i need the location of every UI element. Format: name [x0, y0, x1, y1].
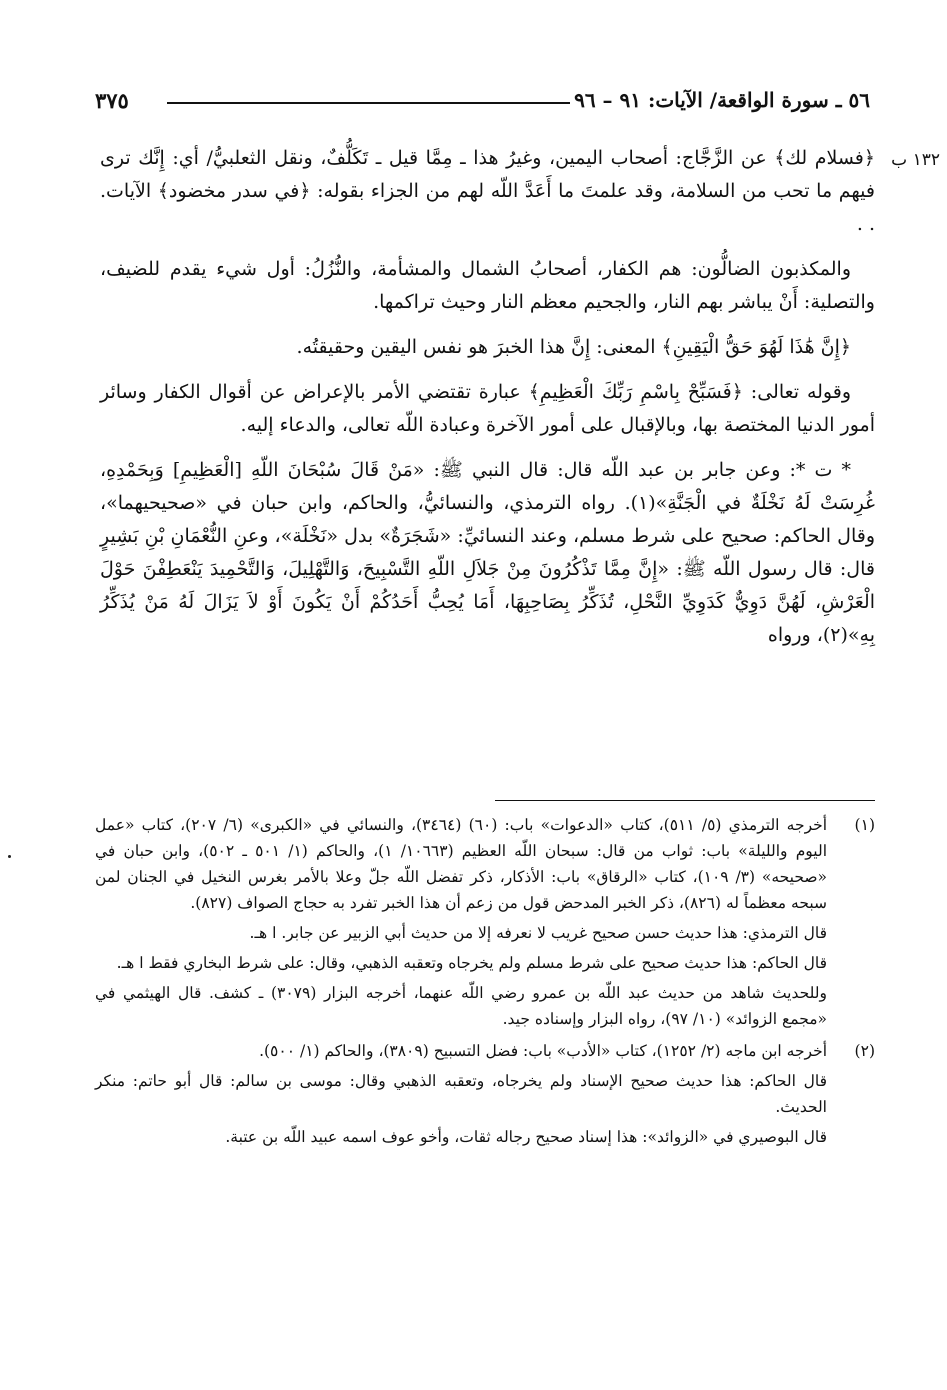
footnote-line: وللحديث شاهد من حديث عبد اللّه بن عمرو رضي اللّه عنهما، أخرجه البزار (٣٠٧٩) ـ كشف. قال الهيثمي في «مجمع الزوائد» (١٠/ ٩٧)، رواه البزار وإسناده جيد.	[95, 984, 827, 1028]
chapter-title: ٥٦ ـ سورة الواقعة/ الآيات: ٩١ – ٩٦	[574, 88, 870, 112]
paragraph: * ت *: وعن جابر بن عبد اللّه قال: قال النبي ﷺ: «مَنْ قَالَ سُبْحَانَ اللّهِ [الْعَظِيمِ] وَبِحَمْدِهِ، غُرِسَتْ لَهُ نَخْلَةٌ في الْجَنَّةِ»(١). رواه الترمذي، والنسائيُّ، والحاكم، وابن حبان في «صحيحيهما»، وقال الحاكم: صحيح على شرط مسلم، وعند النسائيِّ: «شَجَرَةٌ» بدل «نَخْلَة»، وعنِ النُّعْمَانِ بْنِ بَشِيرٍ قال: قال رسول اللّه ﷺ: «إِنَّ مِمَّا تَذْكُرُونَ مِنْ جَلاَلِ اللّهِ التَّسْبِيحَ، وَالتَّهْلِيلَ، وَالتَّحْمِيدَ يَنْعَطِفْنَ حَوْلَ الْعَرْشِ، لَهُنَّ دَوِيٌّ كَدَوِيِّ النَّحْلِ، تُذَكِّرُ بِصَاحِبِهَا، أَمَا يُحِبُّ أَحَدُكُمْ أَنْ يَكُونَ أَوْ لاَ يَزَالَ لَهُ مَنْ يُذَكِّرُ بِهِ»(٢)، ورواه	[100, 459, 875, 646]
footnote-line: قال الحاكم: هذا حديث صحيح الإسناد ولم يخرجاه، وتعقبه الذهبي وقال: موسى بن سالم: قال أبو حاتم: منكر الحديث.	[95, 1072, 827, 1116]
footnote-line: قال الترمذي: هذا حديث حسن صحيح غريب لا نعرفه إلا من حديث أبي الزبير عن جابر. ا هـ.	[249, 924, 827, 942]
footnote-divider	[495, 800, 875, 801]
footnote	[95, 812, 875, 1036]
margin-folio-note: ١٣٢ ب	[891, 150, 940, 170]
footnote-number: (٢)	[854, 1042, 875, 1060]
footnotes	[95, 812, 875, 1156]
footnote	[95, 1038, 875, 1154]
footnote-line: قال البوصيري في «الزوائد»: هذا إسناد صحيح رجاله ثقات، وأخو عوف اسمه عبيد اللّه بن عتبة.	[225, 1128, 827, 1146]
header-rule	[167, 102, 570, 104]
paragraph: وقوله تعالى: ﴿فَسَبِّحْ بِاسْمِ رَبِّكَ الْعَظِيمِ﴾ عبارة تقتضي الأمر بالإعراض عن أقوال الكفار وسائر أمور الدنيا المختصة بها، وبالإقبال على أمور الآخرة وعبادة اللّه تعالى، والدعاء إليه.	[100, 381, 875, 436]
footnote-line: أخرجه ابن ماجه (٢/ ١٢٥٢)، كتاب «الأدب» باب: فضل التسبيح (٣٨٠٩)، والحاكم (١/ ٥٠٠).	[259, 1042, 827, 1060]
page-number: ٣٧٥	[95, 88, 129, 113]
footnote-line: قال الحاكم: هذا حديث صحيح على شرط مسلم ولم يخرجاه وتعقبه الذهبي، وقال: على شرط البخاري فقط ا هـ.	[116, 954, 827, 972]
paragraph: ﴿إِنَّ هَٰذَا لَهُوَ حَقُّ الْيَقِينِ﴾ المعنى: إِنَّ هذا الخبرَ هو نفس اليقين وحقيقتُه.	[296, 336, 851, 358]
main-text	[100, 142, 875, 664]
footnote-line: أخرجه الترمذي (٥/ ٥١١)، كتاب «الدعوات» باب: (٦٠) (٣٤٦٤)، والنسائي في «الكبرى» (٦/ ٢٠٧)، كتاب «عمل اليوم والليلة» باب: ثواب من قال: سبحان اللّه العظيم (١٠٦٦٣/ ١)، والحاكم (١/ ٥٠١ ـ ٥٠٢)، وابن حبان في «صحيحه» (٣/ ١٠٩)، كتاب «الرقاق» باب: الأذكار، ذكر تفضل اللّه جلّ وعلا بالأمر بغرس النخيل في الجنان لمن سبحه معظماً له (٨٢٦)، ذكر الخبر المدحض قول من زعم أن هذا الخبر تفرد به حجاج الصواف (٨٢٧).	[95, 816, 828, 912]
footnote-number: (١)	[854, 816, 875, 834]
scan-speck	[8, 855, 11, 858]
paragraph: ﴿فسلام لك﴾ عن الزَّجَّاج: أصحاب اليمين، وغيرُ هذا ـ مِمَّا قيل ـ تَكَلُّفٌ، ونقل الثعلبيُّ/ أي: إِنَّك ترى فيهم ما تحب من السلامة، وقد علمتَ ما أَعَدَّ اللّه لهم من الجزاء بقوله: ﴿في سدر مخضود﴾ الآيات. . .	[100, 147, 875, 235]
running-header	[95, 88, 870, 118]
paragraph: والمكذبون الضالُّون: هم الكفار، أصحابُ الشمال والمشأمة، والنُّزُلُ: أول شيء يقدم للضيف، والتصلية: أَنْ يباشر بهم النار، والجحيم معظم النار وحيث تراكمها.	[100, 258, 875, 313]
